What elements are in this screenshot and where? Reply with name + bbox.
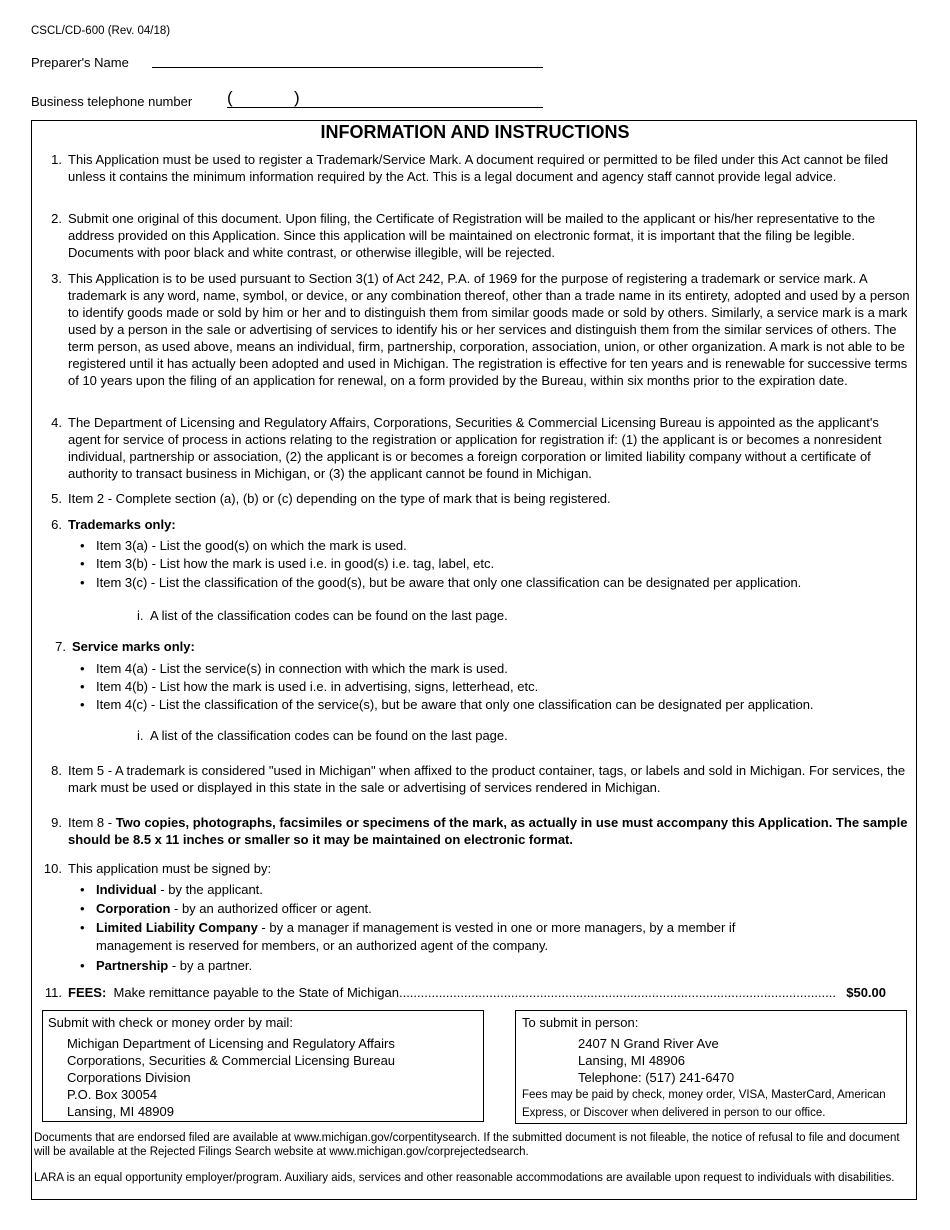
mail-box-heading: Submit with check or money order by mail: xyxy=(48,1015,293,1030)
item-number: 2. xyxy=(51,211,62,226)
fees-label: FEES: xyxy=(68,985,107,1000)
item-text: The Department of Licensing and Regulatory Affairs, Corporations, Securities & Commercial Licensing Bureau is appointed as the applicant's agent for service of process in actions relating to the registration or application for registration if: (1) the applicant is or becomes a nonresident individual, partnership or association, (2) the applicant is or becomes a foreign corporation or limited liability company without a certificate of authority to transact business in Michigan, or (3) the applicant cannot be found in Michigan. xyxy=(68,415,882,481)
item-text: This Application must be used to register a Trademark/Service Mark. A document required or permitted to be filed under this Act cannot be filed unless it contains the minimum information required by the Act. This is a legal document and agency staff cannot provide legal advice. xyxy=(68,152,889,184)
form-number: CSCL/CD-600 (Rev. 04/18) xyxy=(31,25,171,37)
instruction-item-8 xyxy=(38,762,910,796)
item-number: 9. xyxy=(51,815,62,830)
item-number: 8. xyxy=(51,763,62,778)
in-person-telephone: Telephone: (517) 241-6470 xyxy=(578,1070,735,1085)
phone-field[interactable] xyxy=(227,107,543,108)
list-item: • Corporation - by an authorized officer or agent. xyxy=(80,901,372,916)
instruction-item-10 xyxy=(38,860,910,877)
bullet-icon: • xyxy=(80,661,85,676)
page-title: INFORMATION AND INSTRUCTIONS xyxy=(320,122,630,142)
item-number: 3. xyxy=(51,271,62,286)
instruction-item-9 xyxy=(38,814,910,848)
item-text: This Application is to be used pursuant to Section 3(1) of Act 242, P.A. of 1969 for the purpose of registering a trademark or service mark. A trademark is any word, name, symbol, or device, or any combination thereof, other than a trade name in its entirety, adopted and used by a person to identify goods made or sold by him or her and to distinguish them from similar goods made or sold by others. Similarly, a service mark is a mark used by a person in the sale or advertising of services to identify his or her services and distinguish them from the similar services of others. The term person, as used above, means an individual, firm, partnership, corporation, association, union, or other organization. A mark is not able to be registered until it has actually been adopted and used in Michigan. The registration is effective for ten years and is renewable for successive terms of 10 years upon the filing of an application for renewal, on a form provided by the Bureau, within six months prior to the expiration date. xyxy=(68,271,910,388)
bullet-icon: • xyxy=(80,679,85,694)
list-item: • Item 4(a) - List the service(s) in connection with which the mark is used. xyxy=(80,661,508,676)
list-item: • Item 3(b) - List how the mark is used i.e. in good(s) i.e. tag, label, etc. xyxy=(80,556,495,571)
mail-address-line: Michigan Department of Licensing and Regulatory Affairs xyxy=(67,1036,395,1051)
fee-amount: $50.00 xyxy=(846,985,886,1000)
instruction-item-4 xyxy=(38,414,910,482)
classification-note: i. A list of the classification codes can be found on the last page. xyxy=(137,728,508,743)
classification-note: i. A list of the classification codes can be found on the last page. xyxy=(137,608,508,623)
payment-note-line: Fees may be paid by check, money order, VISA, MasterCard, American xyxy=(522,1089,886,1101)
item-number: 10. xyxy=(43,861,62,876)
instruction-item-6 xyxy=(38,516,910,533)
in-person-address-line: Lansing, MI 48906 xyxy=(578,1053,685,1068)
item-number: 4. xyxy=(51,415,62,430)
instruction-item-2 xyxy=(38,210,910,261)
phone-close-paren: ) xyxy=(294,88,300,107)
phone-label: Business telephone number xyxy=(31,94,193,109)
instruction-item-7 xyxy=(42,638,914,655)
item-heading: Service marks only: xyxy=(72,639,195,654)
instruction-item-11 xyxy=(38,984,910,1001)
item-number: 11. xyxy=(44,985,62,1000)
preparer-name-label: Preparer's Name xyxy=(31,55,129,70)
phone-open-paren: ( xyxy=(227,88,233,107)
mail-address-line: Corporations, Securities & Commercial Licensing Bureau xyxy=(67,1053,396,1068)
item-number: 6. xyxy=(51,517,62,532)
payment-note-line: Express, or Discover when delivered in person to our office. xyxy=(522,1107,826,1119)
item-number: 5. xyxy=(51,491,62,506)
bullet-icon: • xyxy=(80,575,85,590)
list-item: • Item 3(a) - List the good(s) on which the mark is used. xyxy=(80,538,407,553)
list-item: • Partnership - by a partner. xyxy=(80,958,253,973)
in-person-heading: To submit in person: xyxy=(522,1015,639,1030)
bullet-icon: • xyxy=(80,958,85,973)
bullet-icon: • xyxy=(80,697,85,712)
equal-opportunity-note: LARA is an equal opportunity employer/program. Auxiliary aids, services and other reasonable accommodations are available upon request to individuals with disabilities. xyxy=(34,1172,895,1184)
list-item: • Item 3(c) - List the classification of the good(s), but be aware that only one classification can be designated per application. xyxy=(80,575,802,590)
bullet-icon: • xyxy=(80,901,85,916)
item-text: Item 8 - Two copies, photographs, facsimiles or specimens of the mark, as actually in use must accompany this Application. The sample should be 8.5 x 11 inches or smaller so it may be maintained on electronic format. xyxy=(68,815,908,847)
fees-text: Make remittance payable to the State of Michigan xyxy=(113,985,399,1000)
instruction-item-5 xyxy=(38,490,910,507)
mail-address-line: Lansing, MI 48909 xyxy=(67,1104,174,1119)
bullet-icon: • xyxy=(80,538,85,553)
item-number: 7. xyxy=(55,639,66,654)
item-text: This application must be signed by: xyxy=(68,861,272,876)
list-item: • Limited Liability Company - by a manager if management is vested in one or more managers, by a member if management is reserved for members, or an authorized agent of the company. xyxy=(80,920,736,953)
item-number: 1. xyxy=(51,152,62,167)
item-text: Submit one original of this document. Upon filing, the Certificate of Registration will be mailed to the applicant or his/her representative to the address provided on this Application. Since this application will be maintained on electronic format, it is important that the filing be legible. Documents with poor black and white contrast, or otherwise illegible, will be rejected. xyxy=(68,211,876,260)
endorsed-documents-note: Documents that are endorsed filed are available at www.michigan.gov/corpentitysearch. If the submitted document is not fileable, the notice of refusal to file and document will be available at the Rejected Filings Search website at www.michigan.gov/corprejectedsearch. xyxy=(34,1132,900,1158)
bullet-icon: • xyxy=(80,920,85,935)
mail-address-line: P.O. Box 30054 xyxy=(67,1087,158,1102)
bullet-icon: • xyxy=(80,556,85,571)
list-item: • Individual - by the applicant. xyxy=(80,882,263,897)
bullet-icon: • xyxy=(80,882,85,897)
item-text: Item 2 - Complete section (a), (b) or (c) depending on the type of mark that is being registered. xyxy=(68,491,611,506)
in-person-address-line: 2407 N Grand River Ave xyxy=(578,1036,719,1051)
preparer-name-field[interactable] xyxy=(152,67,543,68)
mail-address-line: Corporations Division xyxy=(67,1070,191,1085)
list-item: • Item 4(c) - List the classification of the service(s), but be aware that only one classification can be designated per application. xyxy=(80,697,814,712)
item-text: Item 5 - A trademark is considered "used in Michigan" when affixed to the product container, tags, or labels and sold in Michigan. For services, the mark must be used or displayed in this state in the sale or advertising of services rendered in Michigan. xyxy=(68,763,906,795)
list-item: • Item 4(b) - List how the mark is used i.e. in advertising, signs, letterhead, etc. xyxy=(80,679,539,694)
item-heading: Trademarks only: xyxy=(68,517,176,532)
fees-leader-dots: ......................................................................................................................... xyxy=(398,985,836,1000)
instruction-item-1 xyxy=(38,151,910,185)
instruction-item-3 xyxy=(38,270,910,389)
